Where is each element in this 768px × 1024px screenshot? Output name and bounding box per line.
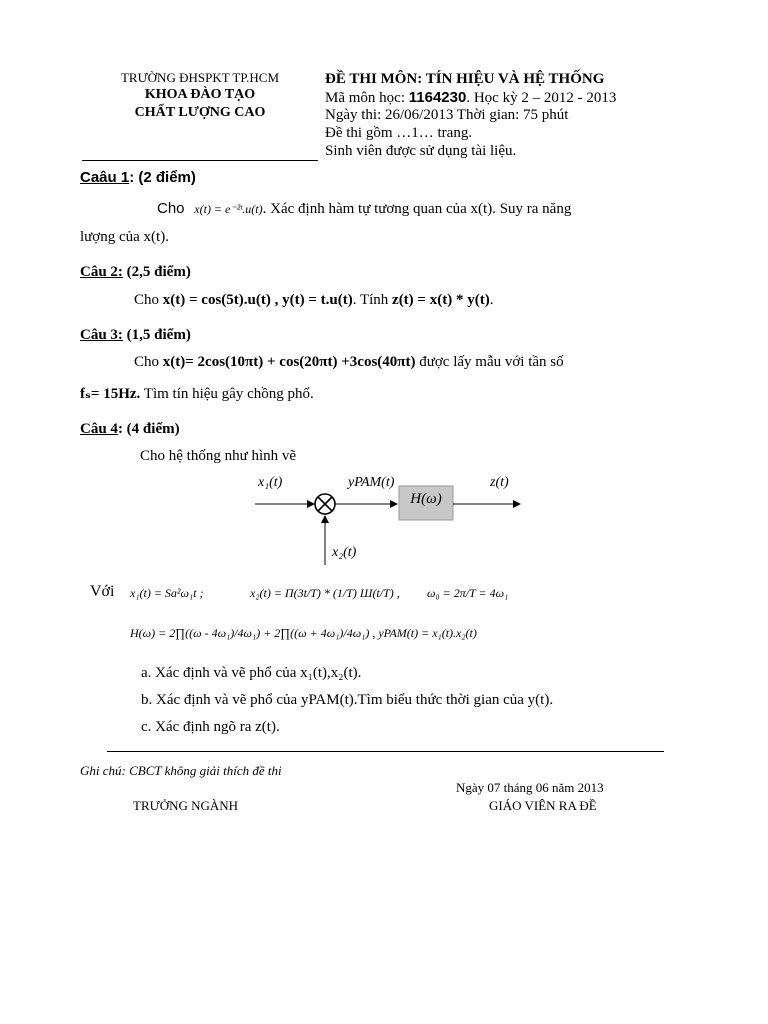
exam-title: ĐỀ THI MÔN: TÍN HIỆU VÀ HỆ THỐNG xyxy=(325,71,605,87)
q3-line1 xyxy=(134,354,564,371)
materials-line: Sinh viên được sử dụng tài liệu. xyxy=(325,143,517,159)
q3-cho: Cho xyxy=(134,354,160,370)
q3-title: Câu 3: xyxy=(80,327,123,343)
footer-divider xyxy=(107,751,664,752)
eq-x2: x₂(t) = Π(3t/T) * (1/T) Ш(t/T) , xyxy=(250,586,400,600)
q4-heading xyxy=(80,421,180,438)
q2-end: . xyxy=(489,292,494,308)
q3-x: x(t)= 2cos(10πt) + cos(20πt) +3cos(40πt) xyxy=(162,354,416,370)
eq-x1: x₁(t) = Sa²ω₁t ; xyxy=(130,586,204,600)
q2-cho: Cho xyxy=(134,292,160,308)
q2-title: Câu 2: xyxy=(80,264,123,280)
q1-title: Caâu 1 xyxy=(80,169,130,186)
q4-item-c: c. Xác định ngõ ra z(t). xyxy=(141,719,280,735)
footer-note: Ghi chú: CBCT không giải thích đề thi xyxy=(80,763,282,778)
course-code-line xyxy=(325,89,616,107)
q3-line2 xyxy=(80,384,314,403)
q4-intro: Cho hệ thống như hình vẽ xyxy=(140,448,297,464)
q1-line1 xyxy=(157,197,571,218)
university-name: TRƯỜNG ĐHSPKT TP.HCM xyxy=(120,70,280,85)
faculty-name-2: CHẤT LƯỢNG CAO xyxy=(134,105,266,120)
voi-label: Với xyxy=(90,583,115,600)
diagram-ypam-label: yPAM(t) xyxy=(348,475,395,490)
eq-omega0: ω₀ = 2π/T = 4ω₁ xyxy=(427,586,509,600)
semester: . Học kỳ 2 – 2012 - 2013 xyxy=(466,90,617,106)
header-divider xyxy=(82,160,318,161)
q4-title: Câu 4 xyxy=(80,421,118,437)
diagram-h-label: H(ω) xyxy=(410,491,442,507)
q2-points: (2,5 điểm) xyxy=(122,264,191,280)
q2-z: z(t) = x(t) * y(t) xyxy=(392,292,490,308)
eq-h-ypam: H(ω) = 2∏((ω - 4ω₁)/4ω₁) + 2∏((ω + 4ω₁)/4ω₁) , yPAM(t) = x₁(t).x₂(t) xyxy=(130,626,477,640)
q1-expr: x(t) = e⁻²ᵗ.u(t) xyxy=(194,202,263,216)
q3-heading xyxy=(80,327,191,344)
diagram-x1-label: x₁(t) xyxy=(258,475,283,490)
exam-date-line: Ngày thi: 26/06/2013 Thời gian: 75 phút xyxy=(325,107,569,123)
q3-fs: fₛ= 15Hz. xyxy=(80,386,141,402)
q1-text-a: . Xác định hàm tự tương quan của x(t). Suy ra năng xyxy=(262,201,572,217)
diagram-x2-label: x₂(t) xyxy=(332,545,357,560)
q1-points: : (2 điểm) xyxy=(129,169,196,186)
q1-heading xyxy=(80,169,196,186)
q2-line xyxy=(134,292,493,309)
faculty-name-1: KHOA ĐÀO TẠO xyxy=(144,87,256,102)
q4-item-b: b. Xác định và vẽ phổ của yPAM(t).Tìm biểu thức thời gian của y(t). xyxy=(141,692,554,708)
signature-lecturer: GIÁO VIÊN RA ĐỀ xyxy=(489,798,597,813)
q2-x: x(t) = cos(5t).u(t) , y(t) = t.u(t) xyxy=(162,292,353,308)
q3-text2: Tìm tín hiệu gây chồng phổ. xyxy=(140,386,314,402)
q2-mid: . Tính xyxy=(352,292,393,308)
q2-heading xyxy=(80,264,191,281)
signature-head-of-department: TRƯỞNG NGÀNH xyxy=(133,798,239,813)
course-code: 1164230 xyxy=(408,89,467,106)
footer-date: Ngày 07 tháng 06 năm 2013 xyxy=(456,780,604,795)
diagram-z-label: z(t) xyxy=(490,475,509,490)
q3-text: được lấy mẫu với tần số xyxy=(415,354,564,370)
course-code-label: Mã môn học: xyxy=(325,90,405,106)
q3-points: (1,5 điểm) xyxy=(122,327,191,343)
q4-item-a: a. Xác định và vẽ phổ của x₁(t),x₂(t). xyxy=(141,665,362,681)
q1-line2: lượng của x(t). xyxy=(80,229,169,245)
pages-line: Đề thi gồm …1… trang. xyxy=(325,125,473,141)
q1-cho: Cho xyxy=(157,200,185,217)
q4-points: : (4 điểm) xyxy=(117,421,180,437)
